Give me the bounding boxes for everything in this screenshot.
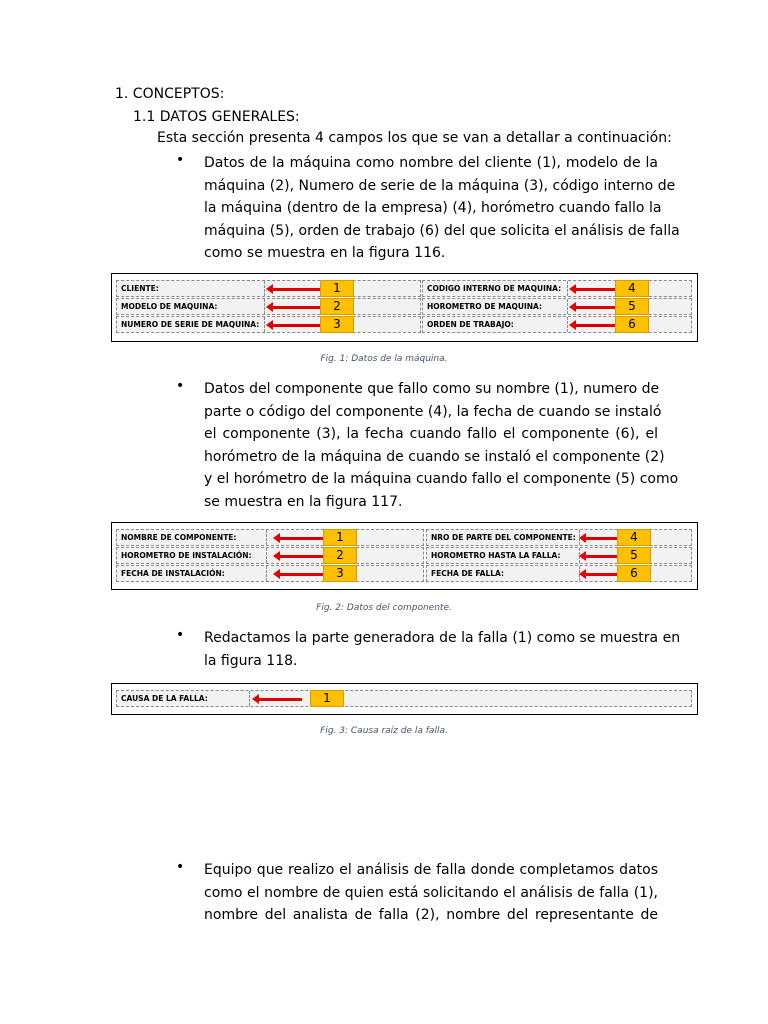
red-arrow-icon [272,288,320,291]
red-arrow-icon [575,288,615,291]
red-arrow-icon [272,324,320,327]
field-row [116,547,424,564]
number-badge: 1 [310,690,344,707]
number-badge: 4 [617,529,651,546]
number-badge: 3 [320,316,354,333]
field-row [116,529,424,546]
text-line: Datos de la máquina como nombre del cliente (1), modelo de la [204,155,658,171]
bullet-text [204,627,681,672]
red-arrow-icon [279,537,323,540]
red-arrow-icon [575,324,615,327]
field-row [116,690,692,707]
bullet-dot: • [176,378,185,394]
red-arrow-icon [585,555,617,558]
field-label: NUMERO DE SERIE DE MAQUINA: [117,317,265,332]
text-line: y el horómetro de la máquina cuando fallo el componente (5) como [204,471,679,487]
field-label: HOROMETRO DE MAQUINA: [423,299,568,314]
field-label: CAUSA DE LA FALLA: [117,691,250,706]
text-line: Datos del componente que fallo como su nombre (1), numero de [204,381,660,397]
field-label: HOROMETRO HASTA LA FALLA: [427,548,580,563]
field-row [422,280,692,297]
field-label: CODIGO INTERNO DE MAQUINA: [423,281,568,296]
field-label: FECHA DE FALLA: [427,566,580,581]
text-line: parte o código del componente (4), la fecha de cuando se instaló [204,403,662,420]
red-arrow-icon [585,573,617,576]
field-row [116,565,424,582]
text-line: como el nombre de quien está solicitando el análisis de falla (1), [204,884,658,901]
bullet-text [204,378,679,513]
figure-machine-data [111,273,698,342]
field-label: FECHA DE INSTALACIÓN: [117,566,267,581]
field-label: HOROMETRO DE INSTALACIÓN: [117,548,267,563]
subsection-heading: 1.1 DATOS GENERALES: [133,109,300,125]
figure-caption: Fig. 2: Datos del componente. [316,603,452,613]
bullet-dot: • [176,152,185,168]
number-badge: 4 [615,280,649,297]
field-label: MODELO DE MAQUINA: [117,299,265,314]
text-line: se muestra en la figura 117. [204,493,403,510]
number-badge: 2 [323,547,357,564]
red-arrow-icon [258,698,302,701]
red-arrow-icon [279,555,323,558]
field-row [422,316,692,333]
field-row [426,547,692,564]
text-line: máquina (2), Numero de serie de la máquina (3), código interno de [204,177,676,194]
number-badge: 5 [617,547,651,564]
number-badge: 6 [617,565,651,582]
bullet-dot: • [176,859,185,875]
bullet-text [204,859,658,927]
text-line: horómetro de la máquina de cuando se instaló el componente (2) [204,448,665,465]
red-arrow-icon [279,573,323,576]
text-line: nombre del analista de falla (2), nombre del representante de [204,907,658,923]
text-line: Equipo que realizo el análisis de falla donde completamos datos [204,862,658,878]
field-row [426,529,692,546]
intro-paragraph: Esta sección presenta 4 campos los que se van a detallar a continuación: [157,130,672,146]
red-arrow-icon [575,306,615,309]
number-badge: 6 [615,316,649,333]
red-arrow-icon [272,306,320,309]
text-line: máquina (5), orden de trabajo (6) del que solicita el análisis de falla [204,222,680,239]
bullet-dot: • [176,627,185,643]
text-line: la figura 118. [204,652,298,669]
field-row [426,565,692,582]
field-label: CLIENTE: [117,281,265,296]
number-badge: 2 [320,298,354,315]
field-label: ORDEN DE TRABAJO: [423,317,568,332]
bullet-text [204,152,680,265]
text-line: Redactamos la parte generadora de la falla (1) como se muestra en [204,630,681,646]
field-row [422,298,692,315]
section-heading: 1. CONCEPTOS: [115,86,225,102]
figure-caption: Fig. 1: Datos de la máquina. [320,354,448,364]
number-badge: 3 [323,565,357,582]
number-badge: 5 [615,298,649,315]
field-label: NOMBRE DE COMPONENTE: [117,530,267,545]
figure-component-data [111,522,698,590]
figure-caption: Fig. 3: Causa raíz de la falla. [320,726,448,736]
red-arrow-icon [585,537,617,540]
text-line: la máquina (dentro de la empresa) (4), horómetro cuando fallo la [204,200,662,216]
field-label: NRO DE PARTE DEL COMPONENTE: [427,530,580,545]
figure-failure-cause [111,683,698,715]
number-badge: 1 [323,529,357,546]
text-line: el componente (3), la fecha cuando fallo el componente (6), el [204,426,658,442]
text-line: como se muestra en la figura 116. [204,245,446,261]
number-badge: 1 [320,280,354,297]
